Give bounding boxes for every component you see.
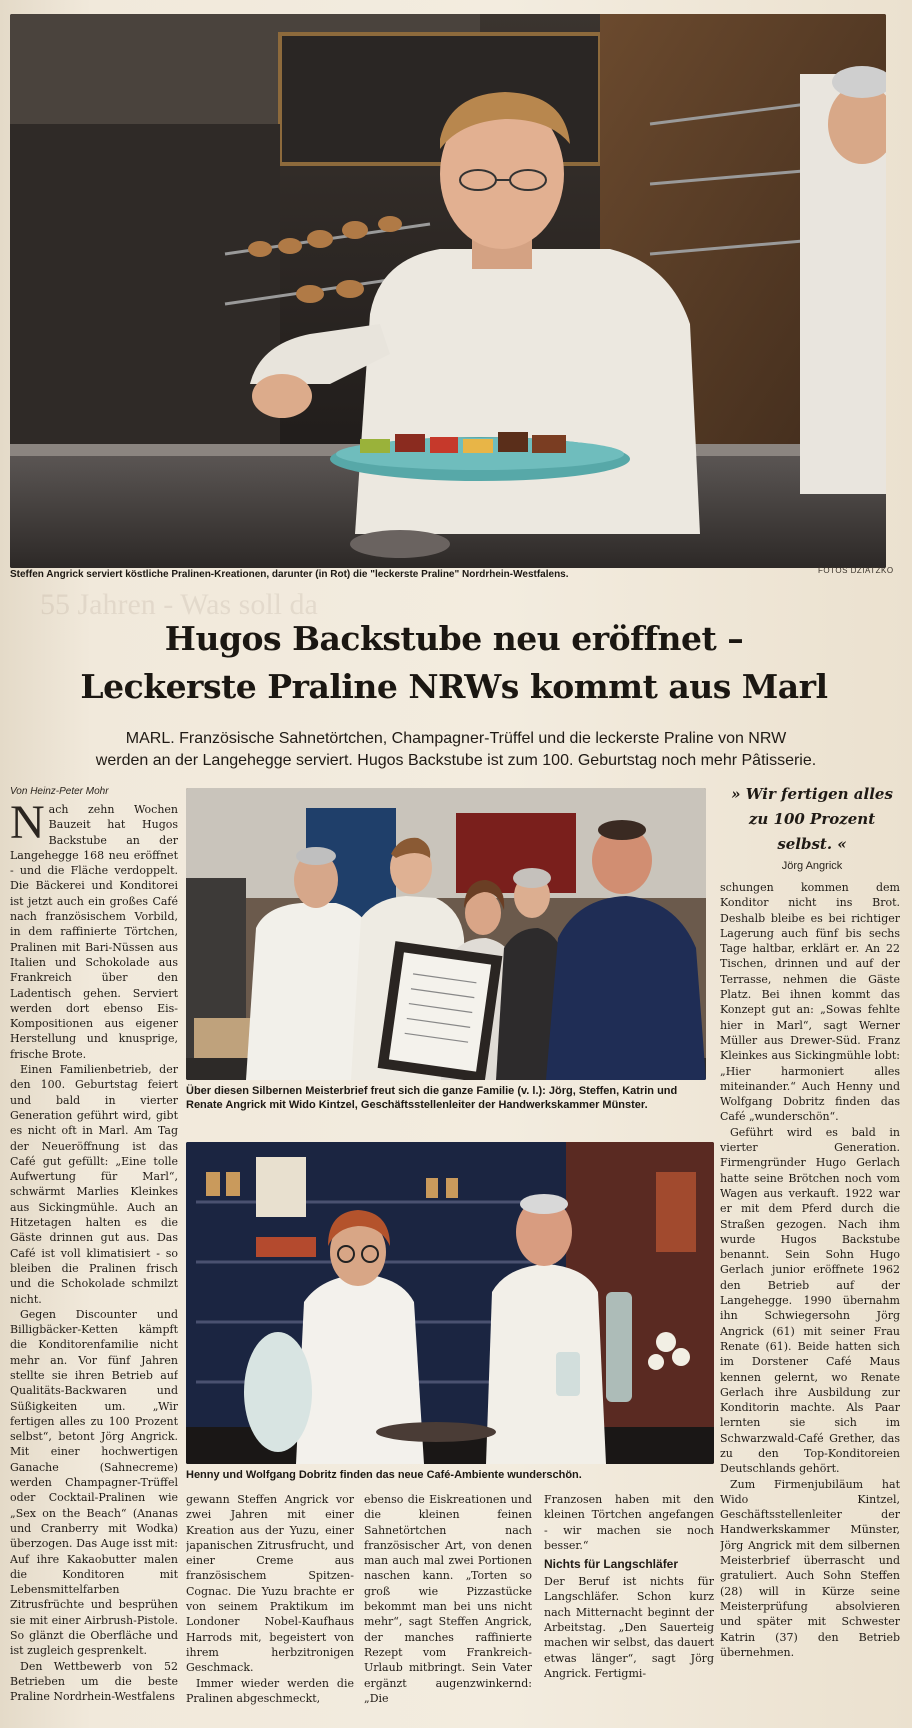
- byline: Von Heinz-Peter Mohr: [10, 786, 109, 797]
- col5-para-2: Geführt wird es bald in vierter Generation. Firmengründer Hugo Gerlach hatte seine Brötchen noch vom Wagen aus verkauft. 1922 war er mit dem Pferd durch die Straßen gezogen. Nach ihm wurde Hugos Backstube benannt. Sein Sohn Hugo Gerlach junior eröffnete 1962 den Betrieb auf der Langehegge. 1990 übernahm ihn Schwiegersohn Jörg Angrick (61) mit seiner Frau Renate (61). Beide hatten sich im Dorstener Café Maus kennen gelernt, wo Renate Gerlach ihre Ausbildung zur Konditorin machte. Als Paar lernten sie sich im Schwarzwald-Café Grether, das zu den Top-Konditoreien Deutschlands gehört.: [720, 1125, 900, 1476]
- col5-para-1: schungen kommen dem Konditor nicht ins Brot. Deshalb bleibe es bei richtiger Lagerung auch fünf bis sechs Tage haltbar, erklärt er. An 22 Tischen, drinnen und auf der Terrasse, nehmen die Gäste Platz. Bei ihnen kommt das Konzept gut an: „Sowas fehlte hier in Marl“, sagt Werner Müller aus Drewer-Süd. Franz Kleinkes aus Sickingmühle lobt: „Hier harmoniert alles miteinander.“ Auch Henny und Wolfgang Dobritz finden das Café „wunderschön“.: [720, 881, 900, 1124]
- headline-line-2: Leckerste Praline NRWs kommt aus Marl: [80, 667, 828, 706]
- photo-low-caption: Henny und Wolfgang Dobritz finden das neue Café-Ambiente wunderschön.: [186, 1469, 582, 1481]
- col2-para-2: Immer wieder werden die Pralinen abgeschmeckt,: [186, 1676, 354, 1705]
- photo-couple-cafe: [186, 1142, 714, 1464]
- photo-mid-caption: Über diesen Silbernen Meisterbrief freut sich die ganze Familie (v. l.): Jörg, Steffen, Katrin und Renate Angrick mit Wido Kintzel, Geschäftsstellenleiter der Handwerkskammer Münster.: [186, 1085, 678, 1111]
- col2-para-1: gewann Steffen Angrick vor zwei Jahren mit einer Kreation aus der Yuzu, einer japanischen Zitrusfrucht, und einer Creme aus französischem Spitzen-Cognac. Die Yuzu brachte er von seinem Praktikum im Londoner Nobel-Kaufhaus Harrods mit, begeistert von ihrem herbzitronigen Geschmack.: [186, 1493, 354, 1675]
- headline-line-1: Hugos Backstube neu eröffnet –: [164, 619, 744, 658]
- col4-para-1: Franzosen haben mit den kleinen Törtchen angefangen - wir machen sie noch besser.“: [544, 1493, 714, 1552]
- col1-para-4: Den Wettbewerb von 52 Betrieben um die beste Praline Nordrhein-Westfalens: [10, 1659, 178, 1704]
- photo-family-certificate: [186, 788, 706, 1080]
- col1-para-3: Gegen Discounter und Billigbäcker-Ketten kämpft die Konditorenfamilie nicht mehr an. Vor fünf Jahren stellte sie ihren Betrieb auf Qualitäts-Backwaren und Süßigkeiten um. „Wir fertigen alles zu 100 Prozent selbst“, betont Jörg Angrick. Mit einer hochwertigen Ganache (Sahnecreme) werden Champagner-Trüffel oder Cocktail-Pralinen wie „Sex on the Beach“ (Ananas und Cranberry mit Wodka) überzogen. Das Auge isst mit: Auf ihre Kakaobutter malen die Konditoren mit Lebensmittelfarben Zitrusfrüchte und besprühen sie mit einer Airbrush-Pistole. So glänzt die Oberfläche und ist zugleich gesprenkelt.: [10, 1307, 178, 1658]
- col1-para-1: ach zehn Wochen Bauzeit hat Hugos Backstube an der Langehegge 168 neu eröffnet - und die Fläche verdoppelt. Die Bäckerei und Konditorei ist jetzt auch ein großes Café nach französischem Vorbild, in dem raffinierte Törtchen, Pralinen mit Bari-Nüssen aus Italien und Schokolade aus Frankreich über den Ladentisch gehen. Serviert werden dort ebenso Eis-Kompositionen aus eigener Herstellung und knusprige, frische Brote.: [10, 803, 178, 1061]
- deck-line-1: MARL. Französische Sahnetörtchen, Champagner-Trüffel und die leckerste Praline von NRW: [125, 730, 787, 747]
- col4-para-2: Der Beruf ist nichts für Langschläfer. Schon kurz nach Mitternacht beginnt der Arbeitstag. „Den Sauerteig machen wir selbst, das dauert etwas länger“, sagt Jörg Angrick. Fertigmi-: [544, 1575, 714, 1680]
- col1-para-2: Einen Familienbetrieb, der den 100. Geburtstag feiert und bald in vierter Generation geführt wird, gibt es nicht oft in Marl. Am Tag der Neueröffnung ist das Café gut gefüllt: „Eine tolle Aufwertung für Marl“, schwärmt Marlies Kleinkes aus Sickingmühle. Auch an Hitzetagen halten es die Gäste drinnen gut aus. Das Café ist voll klimatisiert - so bleiben die Pralinen frisch und die Schokolade schmilzt nicht.: [10, 1063, 178, 1306]
- dropcap: N: [10, 802, 45, 849]
- article-column-5: [720, 880, 900, 1722]
- pull-quote: » Wir fertigen alles zu 100 Prozent selbst. «: [731, 785, 893, 853]
- col3-para-1: ebenso die Eiskreationen und die kleinen feinen Sahnetörtchen nach französischer Art, von denen man auch mal zwei Portionen naschen kann. „Torten so groß wie Pizzastücke bekommt man bei uns nicht mehr“, sagt Steffen Angrick, der manches raffinierte Rezept vom Frankreich-Urlaub mitbringt. Sein Vater ergänzt augenzwinkernd: „Die: [364, 1493, 532, 1705]
- article-column-2: [186, 1492, 354, 1722]
- article-column-3: [364, 1492, 532, 1722]
- subheading-langschlaefer: Nichts für Langschläfer: [544, 1557, 679, 1572]
- photo-top-caption: Steffen Angrick serviert köstliche Pralinen-Kreationen, darunter (in Rot) die "leckerste Praline" Nordrhein-Westfalens.: [10, 569, 569, 580]
- pull-quote-author: Jörg Angrick: [781, 860, 843, 872]
- bleed-through-text: 55 Jahren - Was soll da: [40, 588, 318, 621]
- article-column-1: [10, 802, 178, 1722]
- deck-line-2: werden an der Langehegge serviert. Hugos Backstube ist zum 100. Geburtstag noch mehr Pâtisserie.: [95, 752, 817, 769]
- photo-credit: FOTOS DZIATZKO: [818, 566, 894, 575]
- photo-bakery-counter: [10, 14, 886, 568]
- article-column-4: [544, 1492, 714, 1722]
- col5-para-3: Zum Firmenjubiläum hat Wido Kintzel, Geschäftsstellenleiter der Handwerkskammer Münster, Jörg Angrick mit dem silbernen Meisterbrief überrascht und gratuliert. Auch Sohn Steffen (28) will in Kürze seine Meisterprüfung absolvieren und später mit Schwester Katrin (37) den Betrieb übernehmen.: [720, 1477, 900, 1659]
